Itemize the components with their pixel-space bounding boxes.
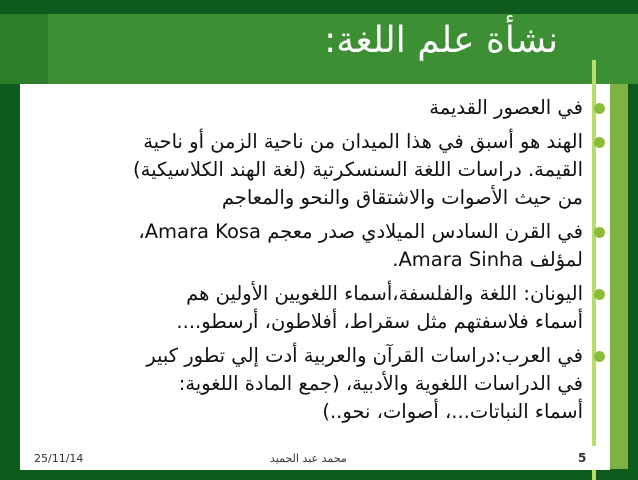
bullet-list [30,94,605,432]
bullet-dot-icon [594,137,605,148]
bullet-line: أسماء فلاسفتهم مثل سقراط، أفلاطون، أرسطو.... [176,310,583,333]
bullet-dot-icon [594,103,605,114]
bullet-dot-icon [594,351,605,362]
bullet-dot-icon [594,227,605,238]
bullet-line: في العصور القديمة [429,96,583,119]
bullet-dot-icon [594,289,605,300]
bullet-item-4 [30,280,605,336]
bullet-item-1 [30,94,605,122]
footer-author: محمد عبد الحميد [270,452,347,465]
bullet-line: في الدراسات اللغوية والأدبية، (جمع المادة اللغوية: [178,372,583,395]
bullet-line: في العرب:دراسات القرآن والعربية أدت إلي تطور كبير [146,344,583,367]
bullet-line: في القرن السادس الميلادي صدر معجم Amara Kosa، [138,220,583,243]
bullet-line: القيمة. دراسات اللغة السنسكرتية (لغة الهند الكلاسيكية) [133,158,583,181]
bullet-line: اليونان: اللغة والفلسفة،أسماء اللغويين الأولين هم [186,282,583,305]
page-number: 5 [578,451,587,465]
bullet-line: من حيث الأصوات والاشتقاق والنحو والمعاجم [221,186,583,209]
bullet-line: الهند هو أسبق في هذا الميدان من ناحية الزمن أو ناحية [143,130,583,153]
bullet-line: أسماء النباتات...، أصوات، نحو..) [322,400,583,423]
bullet-line: لمؤلف Amara Sinha. [392,248,583,271]
bullet-item-5 [30,342,605,426]
footer-date: 25/11/14 [34,452,84,465]
slide-title: نشأة علم اللغة: [324,20,558,61]
bullet-item-3 [30,218,605,274]
bullet-item-2 [30,128,605,212]
